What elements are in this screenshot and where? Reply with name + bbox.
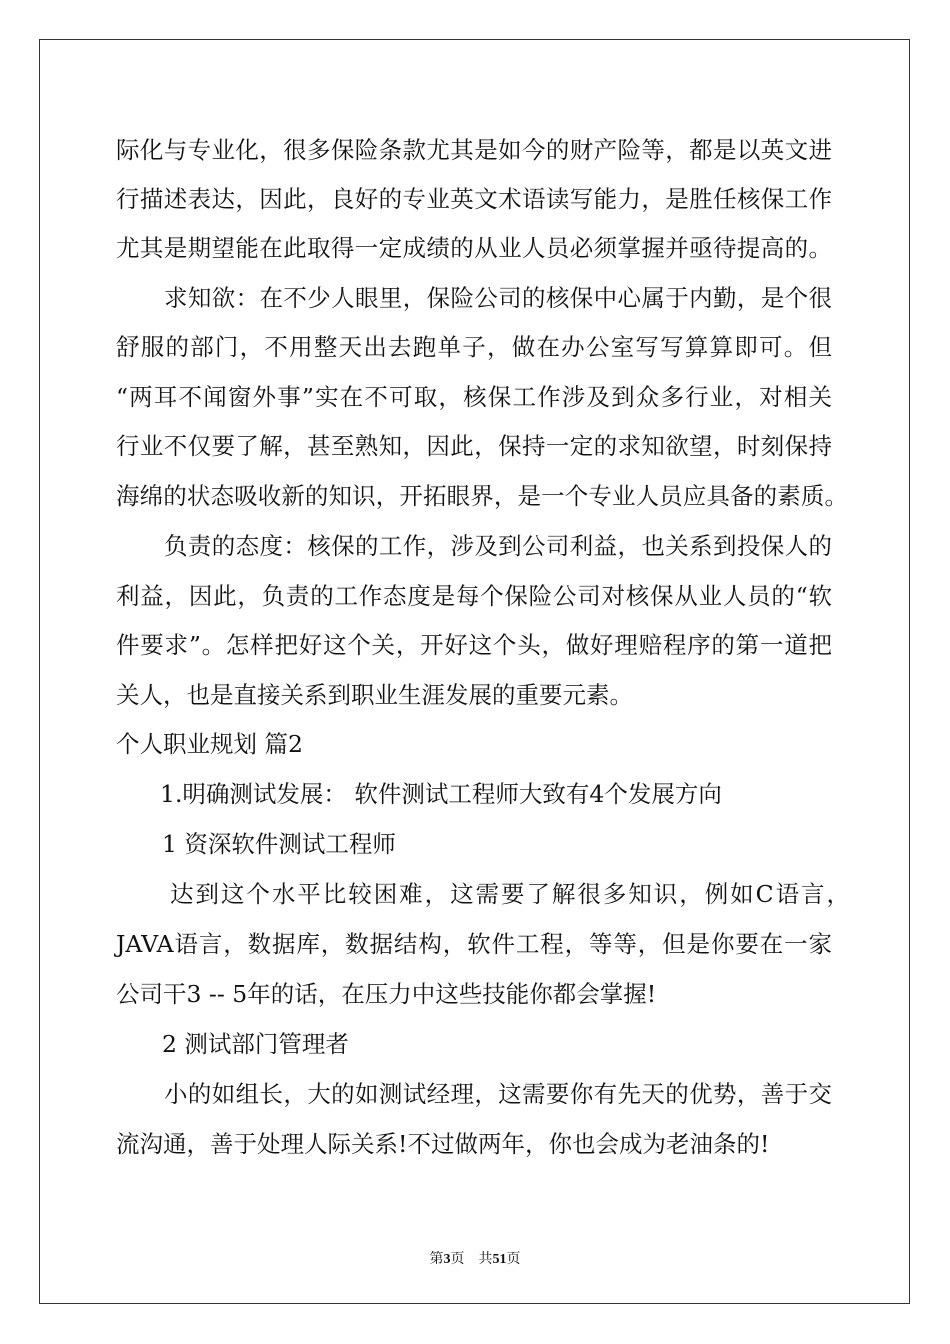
body-line-12: 关人，也是直接关系到职业生涯发展的重要元素。 — [116, 681, 633, 709]
body-line-17: JAVA语言，数据库，数据结构，软件工程，等等，但是你要在一家 — [116, 930, 832, 958]
body-line-18: 公司干3 -- 5年的话，在压力中这些技能你都会掌握! — [116, 980, 657, 1008]
subheading-test-manager: 2 测试部门管理者 — [162, 1030, 349, 1058]
paragraph-responsibility-start: 负责的态度：核保的工作，涉及到公司利益，也关系到投保人的 — [164, 532, 832, 560]
footer-page-suffix: 页 — [450, 1252, 465, 1267]
footer-total-pages: 51 — [492, 1252, 507, 1267]
section-heading: 个人职业规划 篇2 — [116, 730, 303, 758]
footer-total-prefix: 共 — [478, 1252, 493, 1267]
body-line-6: “两耳不闻窗外事”实在不可取，核保工作涉及到众多行业，对相关 — [116, 383, 832, 411]
paragraph-senior-tester-start: 达到这个水平比较困难，这需要了解很多知识，例如C语言， — [170, 880, 850, 908]
body-line-11: 件要求”。怎样把好这个关，开好这个头，做好理赔程序的第一道把 — [116, 631, 832, 659]
page-border — [39, 39, 910, 1304]
body-line-1: 际化与专业化，很多保险条款尤其是如今的财产险等，都是以英文进 — [116, 136, 832, 164]
body-line-8: 海绵的状态吸收新的知识，开拓眼界，是一个专业人员应具备的素质。 — [116, 482, 848, 510]
item-test-development: 1.明确测试发展： 软件测试工程师大致有4个发展方向 — [160, 780, 722, 808]
footer-page-prefix: 第 — [429, 1252, 444, 1267]
body-line-7: 行业不仅要了解，甚至熟知，因此，保持一定的求知欲望，时刻保持 — [116, 432, 832, 460]
subheading-senior-tester: 1 资深软件测试工程师 — [162, 830, 396, 858]
page-footer — [0, 1248, 950, 1268]
body-line-5: 舒服的部门，不用整天出去跑单子，做在办公室写写算算即可。但 — [116, 333, 832, 361]
body-line-21: 流沟通，善于处理人际关系!不过做两年，你也会成为老油条的! — [116, 1130, 770, 1158]
footer-total-suffix: 页 — [506, 1252, 521, 1267]
paragraph-test-manager-start: 小的如组长，大的如测试经理，这需要你有先天的优势，善于交 — [164, 1080, 832, 1108]
body-line-3: 尤其是期望能在此取得一定成绩的从业人员必须掌握并亟待提高的。 — [116, 234, 832, 262]
body-line-10: 利益，因此，负责的工作态度是每个保险公司对核保从业人员的“软 — [116, 582, 832, 610]
footer-current-page: 3 — [443, 1252, 451, 1267]
paragraph-curiosity-start: 求知欲：在不少人眼里，保险公司的核保中心属于内勤，是个很 — [164, 284, 832, 312]
body-line-2: 行描述表达，因此，良好的专业英文术语读写能力，是胜任核保工作 — [116, 185, 832, 213]
